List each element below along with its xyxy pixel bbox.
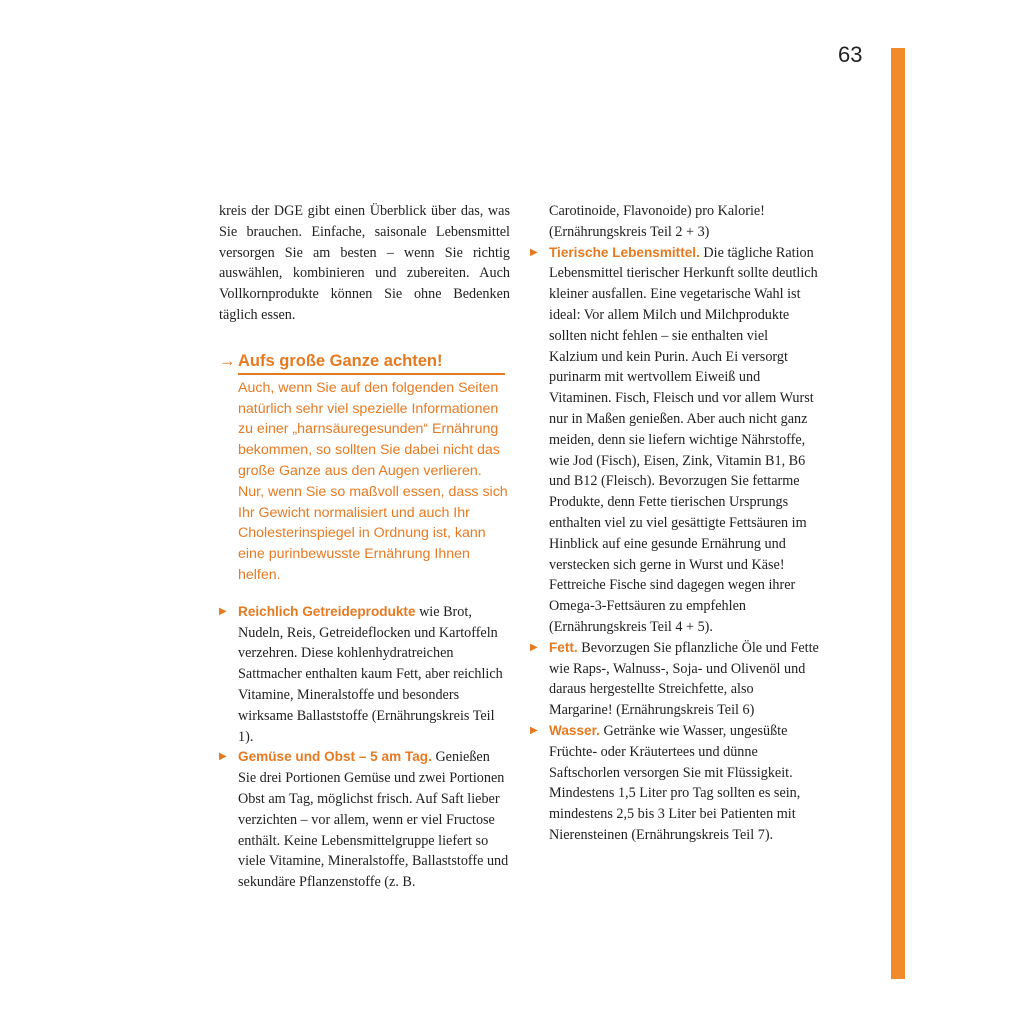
list-item-text — [549, 243, 819, 638]
list-item-text — [238, 602, 510, 748]
list-item — [530, 721, 819, 846]
list-item — [530, 243, 819, 638]
tip-heading — [219, 350, 510, 375]
triangle-bullet-icon: ▶ — [530, 724, 538, 736]
tip-box — [219, 350, 510, 586]
bullet-spacer — [530, 201, 549, 243]
tip-body: Auch, wenn Sie auf den folgenden Seiten natürlich sehr viel spezielle Informationen zu einer „harnsäuregesunden“ Ernährung bekommen, so sollten Sie dabei nicht das große Ganze aus den Augen verlieren. Nur, wenn Sie so maßvoll essen, dass sich Ihr Gewicht normalisiert und auch Ihr Cholesterinspiegel in Ordnung ist, kann eine purinbewusste Ernährung Ihnen helfen. — [238, 379, 508, 583]
list-item-text — [238, 747, 510, 893]
list-item-lead: Fett. — [549, 639, 578, 655]
list-item-text — [549, 721, 819, 846]
list-item-body: Getränke wie Wasser, ungesüßte Früchte- oder Kräutertees und dünne Saftschorlen versorgen Sie mit Flüssigkeit. Mindestens 1,5 Liter pro Tag sollten es sein, mindestens 2,5 bis 3 Liter bei Patienten mit Nierensteinen (Ernährungskreis Teil 7). — [549, 722, 801, 843]
left-column — [219, 201, 510, 893]
triangle-bullet-icon: ▶ — [530, 641, 538, 653]
side-accent-bar — [891, 48, 905, 979]
list-item — [219, 747, 510, 893]
right-bullet-list — [530, 243, 819, 846]
list-item-lead: Tierische Lebensmittel. — [549, 244, 700, 260]
list-item-body: Die tägliche Ration Lebensmittel tierischer Herkunft sollte deutlich kleiner ausfallen. Eine vegetarische Wahl ist ideal: Vor allem Milch und Milchprodukte sollten nicht fehlen – sie enthalten viel Kalzium und kein Purin. Auch Ei versorgt purinarm mit wertvollem Eiweiß und Vitaminen. Fisch, Fleisch und vor allem Wurst nur in Maßen genießen. Aber auch nicht ganz meiden, denn sie liefern wichtige Nährstoffe, wie Jod (Fisch), Eisen, Zink, Vitamin B1, B6 und B12 (Fleisch). Bevorzugen Sie fettarme Produkte, denn Fette tierischen Ursprungs enthalten viel zu viel gesättigte Fettsäuren im Hinblick auf eine gesunde Ernährung und verstecken sich gerne in Wurst und Käse! Fettreiche Fische sind dagegen wegen ihrer Omega-3-Fettsäuren zu empfehlen (Ernährungskreis Teil 4 + 5). — [549, 244, 818, 635]
list-item-lead: Wasser. — [549, 722, 600, 738]
continuation-text: Carotinoide, Flavonoide) pro Kalorie! (Ernährungskreis Teil 2 + 3) — [549, 203, 765, 240]
intro-paragraph: kreis der DGE gibt einen Überblick über das, was Sie brauchen. Einfache, saisonale Lebensmittel versorgen Sie am besten – wenn Sie richtig auswählen, kombinieren und zubereiten. Auch Vollkornprodukte können Sie ohne Bedenken täglich essen. — [219, 203, 510, 323]
list-item-body: wie Brot, Nudeln, Reis, Getreideflocken und Kartoffeln verzehren. Diese kohlenhydratreichen Sattmacher enthalten kaum Fett, aber reichlich Vitamine, Mineralstoffe und besonders wirksame Ballaststoffe (Ernährungskreis Teil 1). — [238, 603, 503, 745]
list-item-text — [549, 638, 819, 721]
list-item-continuation — [530, 201, 819, 243]
list-item-lead: Reichlich Getreideprodukte — [238, 603, 416, 619]
page-number: 63 — [838, 42, 863, 67]
tip-title: Aufs große Ganze achten! — [238, 350, 505, 375]
list-item-body: Genießen Sie drei Portionen Gemüse und zwei Portionen Obst am Tag, möglichst frisch. Auf Saft lieber verzichten – vor allem, wenn er viel Fructose enthält. Keine Lebensmittelgruppe liefert so viele Vitamine, Mineralstoffe, Ballaststoffe und sekundäre Pflanzenstoffe (z. B. — [238, 749, 509, 891]
triangle-bullet-icon: ▶ — [219, 751, 227, 763]
list-item-lead: Gemüse und Obst – 5 am Tag. — [238, 749, 432, 765]
list-item — [530, 638, 819, 721]
triangle-bullet-icon: ▶ — [219, 605, 227, 617]
right-column — [530, 201, 819, 846]
triangle-bullet-icon: ▶ — [530, 246, 538, 258]
left-bullet-list — [219, 602, 510, 893]
list-item-body: Bevorzugen Sie pflanzliche Öle und Fette wie Raps-, Walnuss-, Soja- und Olivenöl und daraus hergestellte Streichfette, also Margarine! (Ernährungskreis Teil 6) — [549, 639, 819, 719]
arrow-right-icon: → — [219, 351, 236, 370]
list-item — [219, 602, 510, 748]
